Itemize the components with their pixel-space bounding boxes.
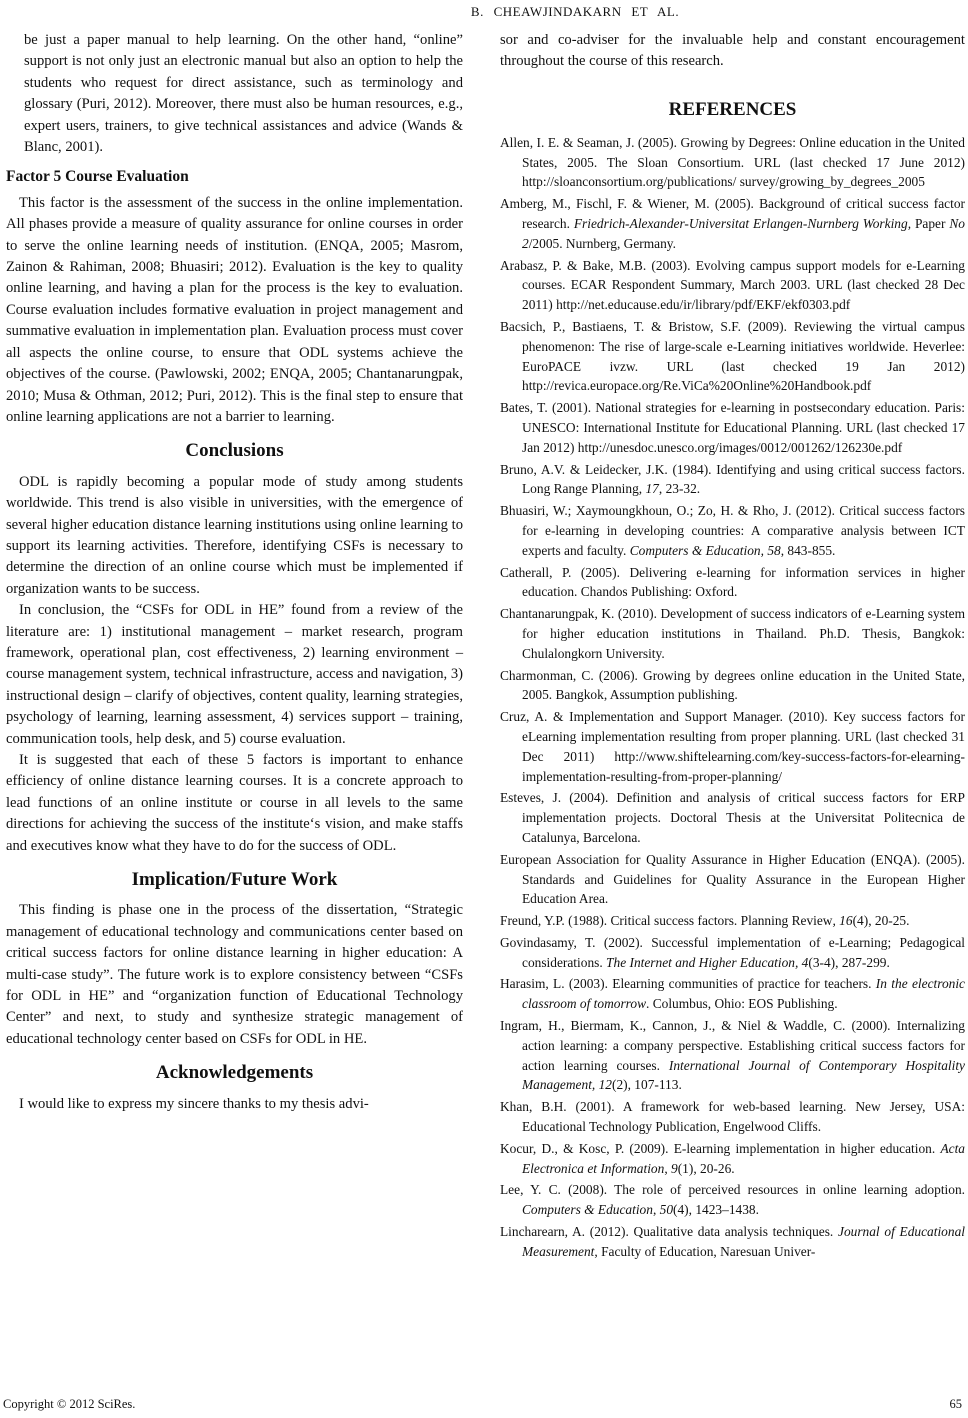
- reference-text: Freund, Y.P. (1988). Critical success factors. Planning Review: [500, 913, 833, 929]
- reference-text: Kocur, D., & Kosc, P. (2009). E-learning implementation in higher education.: [500, 1140, 941, 1156]
- conclusions-paragraph-1: ODL is rapidly becoming a popular mode of study among students worldwide. This trend is also visible in universities, with the emergence of several higher education distance learning institutions using online learning to support its learning activities. Therefore, identifying CSFs is necessary to determine the direction of an online course which must be implemented if organization wants to be success.: [6, 473, 463, 597]
- reference-entry: [500, 933, 965, 973]
- reference-text: (4), 1423–1438.: [673, 1202, 759, 1218]
- reference-entry: [500, 707, 965, 786]
- reference-entry: [500, 398, 965, 457]
- reference-text: Govindasamy, T. (2002). Successful implementation of e-Learning; Pedagogical considerations.: [500, 934, 965, 970]
- reference-text: (3-4), 287-299.: [808, 954, 890, 970]
- acknowledgements-continuation: sor and co-adviser for the invaluable help and constant encouragement throughout the course of this research.: [500, 32, 965, 70]
- reference-text: , 843-855.: [780, 542, 836, 558]
- reference-text: Bhuasiri, W.; Xaymoungkhoun, O.; Zo, H. & Rho, J. (2012). Critical success factors for e-learning in developing countries: A comparative analysis between ICT experts and faculty.: [500, 503, 965, 558]
- left-column: [6, 30, 463, 1115]
- reference-text: European Association for Quality Assurance in Higher Education (ENQA). (2005). Standards and Guidelines for Quality Assurance in the European Higher Education Area.: [500, 851, 965, 907]
- conclusions-heading: Conclusions: [185, 440, 284, 462]
- reference-entry: [500, 133, 965, 192]
- reference-entry: [500, 501, 965, 560]
- reference-text: Computers & Education, 58: [629, 542, 781, 558]
- reference-entry: [500, 911, 965, 931]
- reference-text: Computers & Education: [522, 1202, 653, 1218]
- reference-entry: [500, 1139, 965, 1179]
- reference-entry: [500, 1180, 965, 1220]
- reference-text: Khan, B.H. (2001). A framework for web-based learning. New Jersey, USA: Educational Technology Publication, Engelwood Cliffs.: [500, 1099, 965, 1135]
- reference-text: (4), 20-25.: [852, 913, 910, 929]
- reference-text: Harasim, L. (2003). Elearning communities of practice for teachers.: [500, 976, 876, 992]
- reference-text: ,: [652, 1202, 660, 1218]
- running-head: B. CHEAWJINDAKARN ET AL.: [470, 4, 680, 19]
- reference-text: (2), 107-113.: [612, 1077, 682, 1093]
- reference-text: ,: [664, 1160, 672, 1176]
- reference-text: Charmonman, C. (2006). Growing by degrees online education in the United State, 2005. Bangkok, Assumption publishing.: [500, 667, 965, 703]
- references-heading: REFERENCES: [668, 98, 797, 120]
- reference-text: Bacsich, P., Bastiaens, T. & Bristow, S.F. (2009). Reviewing the virtual campus phenomenon: The rise of large-scale e-Learning initiatives worldwide. Heverlee: EuroPACE ivzw. URL (last checked 19 Jan 2012) http://revica.europace.org/Re.ViCa%20Online%20Handbook.pdf: [500, 318, 965, 394]
- reference-text: , Faculty of Education, Naresuan Univer-: [594, 1243, 816, 1259]
- factor5-paragraph: This factor is the assessment of the success in the online implementation. All phases provide a measure of quality assurance for online courses in order to serve the online learning needs of institution. (ENQA, 2005; Masrom, Zainon & Rahiman, 2008; Bhuasiri; 2012). Evaluation is the key to quality online learning, and having a plan for the process is the key to evaluation. Course evaluation includes formative evaluation in project management and summative evaluation in implementation plan. Evaluation process must cover all aspects the online course, to ensure that ODL systems achieve the objectives of the course. (Pawlowski, 2002; ENQA, 2005; Chantanarungpak, 2010; Musa & Othman, 2012; Puri, 2012). This is the final step to ensure that online learning applications are not a barrier to learning.: [6, 194, 463, 425]
- acknowledgements-heading: Acknowledgements: [155, 1062, 314, 1084]
- reference-text: /2005. Nurnberg, Germany.: [528, 235, 676, 251]
- reference-list: [500, 133, 965, 1262]
- reference-text: Amberg, M., Fischl, F. & Wiener, M. (2005). Background of critical success factor research.: [500, 196, 965, 231]
- reference-text: No 2: [522, 216, 965, 251]
- reference-entry: [500, 563, 965, 603]
- intro-block: be just a paper manual to help learning. On the other hand, “online” support is not only just an electronic manual but also an option to help the students who request for direct assistance, such as terminology and glossary (Puri, 2012). Moreover, there must also be human resources, e.g., expert users, trainers, to give technical assistances and advice (Wands & Blanc, 2001).: [24, 32, 463, 156]
- reference-entry: [500, 974, 965, 1014]
- reference-text: Acta Electronica et Information: [522, 1140, 965, 1176]
- reference-entry: [500, 317, 965, 396]
- future-work-paragraph: This finding is phase one in the process of the dissertation, “Strategic management of educational technology and communications center based on critical success factors for online distance learning in higher education: A multi-case study”. The future work is to explore consistency between “CSFs for ODL in HE” and “organization function of Educational Technology Center” and next, to study and synthesize strategic management of educational technology center based on CSFs for ODL in HE.: [6, 902, 463, 1047]
- reference-text: Catherall, P. (2005). Delivering e-learning for information services in higher education. Chandos Publishing: Oxford.: [500, 564, 965, 600]
- reference-text: Allen, I. E. & Seaman, J. (2005). Growing by Degrees: Online education in the United States, 2005. The Sloan Consortium. URL (last checked 17 June 2012) http://sloanconsortium.org/publications/ survey/growing_by_degrees_2005: [500, 134, 965, 190]
- reference-text: Bates, T. (2001). National strategies for e-learning in postsecondary education. Paris: UNESCO: International Institute for Educational Planning. URL (last checked 17 Jan 2012) http://unesdoc.unesco.org/images/0012/001262/126230e.pdf: [500, 400, 965, 455]
- reference-text: Esteves, J. (2004). Definition and analysis of critical success factors for ERP implementation projects. Doctoral Thesis at the Universitat Politecnica de Catalunya, Barcelona.: [500, 790, 965, 845]
- copyright-notice: Copyright © 2012 SciRes.: [3, 1397, 136, 1411]
- reference-text: Cruz, A. & Implementation and Support Manager. (2010). Key success factors for eLearning implementation resulting from proper planning. URL (last checked 31 Dec 2011) http://www.shiftelearning.com/key-success-factors-for-elearning-implementation-resulting-from-proper-planning/: [500, 709, 965, 784]
- reference-entry: [500, 666, 965, 706]
- reference-entry: [500, 604, 965, 663]
- page-footer: [0, 1392, 968, 1418]
- reference-text: The Internet and Higher Education, 4: [606, 954, 809, 970]
- reference-text: Paper: [911, 216, 950, 231]
- acknowledgements-paragraph: I would like to express my sincere thanks to my thesis advi-: [19, 1095, 369, 1112]
- reference-text: International Journal of Contemporary Hospitality Management, 12: [522, 1057, 966, 1093]
- reference-text: . Columbus, Ohio: EOS Publishing.: [646, 996, 838, 1012]
- reference-entry: [500, 1016, 965, 1095]
- factor5-heading: Factor 5 Course Evaluation: [6, 168, 189, 186]
- reference-text: (1), 20-26.: [677, 1160, 735, 1176]
- reference-text: Lee, Y. C. (2008). The role of perceived resources in online learning adoption.: [500, 1182, 965, 1198]
- reference-text: Ingram, H., Biermam, K., Cannon, J., & Niel & Waddle, C. (2000). Internalizing action learning: a company perspective. Establishing critical success factors for action learning courses.: [500, 1018, 965, 1073]
- reference-text: 17: [645, 481, 659, 497]
- reference-text: Bruno, A.V. & Leidecker, J.K. (1984). Identifying and using critical success factors. Long Range Planning,: [500, 461, 965, 497]
- right-column: [500, 30, 965, 1264]
- reference-text: Chantanarungpak, K. (2010). Development of success indicators of e-Learning system for higher education institutions in Thailand. Ph.D. Thesis, Bangkok: Chulalongkorn University.: [500, 606, 965, 661]
- reference-entry: [500, 460, 965, 500]
- reference-text: , 23-32.: [658, 481, 701, 497]
- conclusions-paragraph-2: In conclusion, the “CSFs for ODL in HE” found from a review of the literature are: 1) institutional management – market research, program framework, operational plan, cost effectiveness, 2) learning environment – course management system, technical infrastructure, access and navigation, 3) instructional design – clarify of objectives, content quality, learning strategies, psychology of learning, learning assessment, 4) services support – training, communication tools, help desk, and 5) course evaluation.: [6, 602, 464, 747]
- reference-text: 50: [659, 1202, 674, 1218]
- reference-entry: [500, 1097, 965, 1137]
- conclusions-paragraph-3: It is suggested that each of these 5 factors is important to enhance efficiency of online distance learning courses. It is a concrete approach to lead functions of an online institute or course in all levels to the same directions for achieving the success of the institute‘s vision, and make staffs and executives know what they have to do for the success of ODL.: [6, 752, 463, 854]
- reference-text: In the electronic classroom of tomorrow: [522, 976, 965, 1012]
- page-number: 65: [949, 1397, 962, 1411]
- reference-text: Arabasz, P. & Bake, M.B. (2003). Evolving campus support models for e-Learning courses. ECAR Respondent Summary, March 2003. URL (last checked 28 Dec 2011) http://net.educause.edu/ir/library/pdf/EKF/ekf0303.pdf: [500, 257, 965, 313]
- reference-entry: [500, 850, 965, 909]
- reference-text: , 16: [832, 913, 853, 929]
- reference-entry: [500, 1222, 965, 1262]
- reference-text: Friedrich-Alexander-Universitat Erlangen-Nurnberg Working,: [573, 216, 912, 231]
- reference-text: Journal of Educational Measurement: [522, 1224, 965, 1259]
- future-work-heading: Implication/Future Work: [131, 869, 338, 891]
- reference-entry: [500, 256, 965, 315]
- reference-entry: [500, 788, 965, 847]
- reference-text: Lincharearn, A. (2012). Qualitative data analysis techniques.: [500, 1224, 838, 1240]
- reference-text: 9: [671, 1160, 678, 1176]
- reference-entry: [500, 194, 965, 253]
